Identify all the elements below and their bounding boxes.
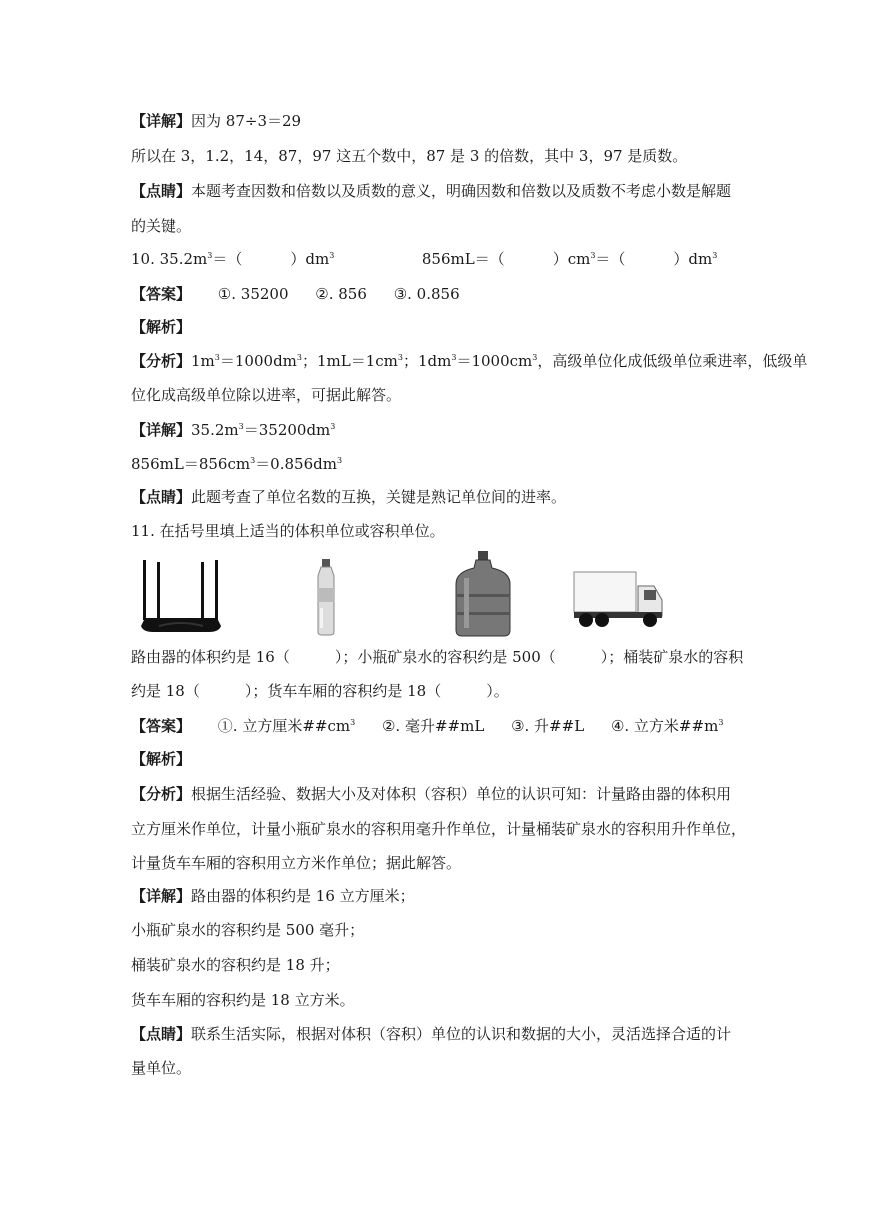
q11-answer-line: 【答案】 ①. 立方厘米$\#\#cm^3$ ②. 毫升##mL ③. 升##L ④. 立方米$\#\#m^3$: [131, 717, 724, 735]
q11-question-line: 路由器的体积约是 16（ ）；小瓶矿泉水的容积约是 500（ ）；桶装矿泉水的容积: [131, 648, 744, 666]
q11-analysis-line: 【分析】根据生活经验、数据大小及对体积（容积）单位的认识可知：计量路由器的体积用: [131, 785, 732, 803]
q11-detail-line-3: 桶装矿泉水的容积约是 18 升；: [131, 956, 340, 974]
small-bottle-image: [310, 558, 342, 636]
q9-detail-line: [131, 111, 751, 131]
point-tag: 【点睛】: [131, 182, 192, 200]
question-number: 10.: [131, 250, 155, 268]
q11-analysis-line-3: 计量货车车厢的容积用立方米作单位；据此解答。: [131, 854, 462, 872]
q10-detail-line-2: $856mL=856cm^3=0.856dm^3$: [131, 455, 343, 473]
q10-analysis-line-2: 位化成高级单位除以进率，可据此解答。: [131, 386, 402, 404]
q11-point-line: 【点睛】联系生活实际，根据对体积（容积）单位的认识和数据的大小，灵活选择合适的计: [131, 1025, 732, 1043]
truck-image: [572, 570, 668, 630]
q10-answer-line: [131, 284, 751, 304]
answer-3: ③. 升##L: [511, 717, 585, 735]
answer-1: ①. 35200: [217, 285, 289, 303]
q11-detail-line-4: 货车车厢的容积约是 18 立方米。: [131, 991, 355, 1009]
q9-point-line: [131, 181, 751, 201]
answer-tag: 【答案】: [131, 285, 192, 303]
q11-analysis-line-2: 立方厘米作单位，计量小瓶矿泉水的容积用毫升作单位，计量桶装矿泉水的容积用升作单位，: [131, 820, 747, 838]
q10-part-b: 856mL＝（ ）$cm^3=$（ ）$dm^3$: [421, 250, 718, 268]
q11-point-line-2: 量单位。: [131, 1059, 192, 1077]
q11-title: 11. 在括号里填上适当的体积单位或容积单位。: [131, 522, 445, 540]
q10-part-a: $35.2m^3=$（ ）$dm^3$: [159, 250, 335, 268]
q10-point-line: 【点睛】此题考查了单位名数的互换，关键是熟记单位间的进率。: [131, 488, 567, 506]
detail-tag: 【详解】: [131, 112, 192, 130]
q10-detail-line: 【详解】$35.2m^3=35200dm^3$: [131, 421, 336, 439]
q11-detail-line-2: 小瓶矿泉水的容积约是 500 毫升；: [131, 921, 365, 939]
q11-detail-line: 【详解】路由器的体积约是 16 立方厘米；: [131, 887, 415, 905]
answer-2: ②. 856: [315, 285, 367, 303]
answer-2: ②. 毫升##mL: [381, 717, 485, 735]
q10-parse-tag: 【解析】: [131, 318, 192, 336]
router-image: [139, 558, 223, 634]
answer-3: ③. 0.856: [393, 285, 460, 303]
q9-conclusion-line: 所以在 3，1.2，14，87，97 这五个数中，87 是 3 的倍数，其中 3，97 是质数。: [131, 147, 688, 165]
detail-text: 因为 87÷3＝29: [191, 112, 302, 130]
q11-question-line-2: 约是 18（ ）；货车车厢的容积约是 18（ ）。: [131, 682, 509, 700]
q10-analysis-line: 【分析】$1m^3=1000dm^3$；$1mL=1cm^3$；$1dm^3=1000cm^3$，高级单位化成低级单位乘进率，低级单: [131, 352, 808, 370]
q9-point-line-2: 的关键。: [131, 217, 192, 235]
q10-question-line: [131, 249, 751, 269]
point-text: 本题考查因数和倍数以及质数的意义，明确因数和倍数以及质数不考虑小数是解题: [191, 182, 732, 200]
water-barrel-image: [452, 550, 514, 638]
answer-4: ④. 立方米$\#\#m^3$: [610, 717, 724, 735]
q11-parse-tag: 【解析】: [131, 750, 192, 768]
answer-1: ①. 立方厘米$\#\#cm^3$: [217, 717, 356, 735]
